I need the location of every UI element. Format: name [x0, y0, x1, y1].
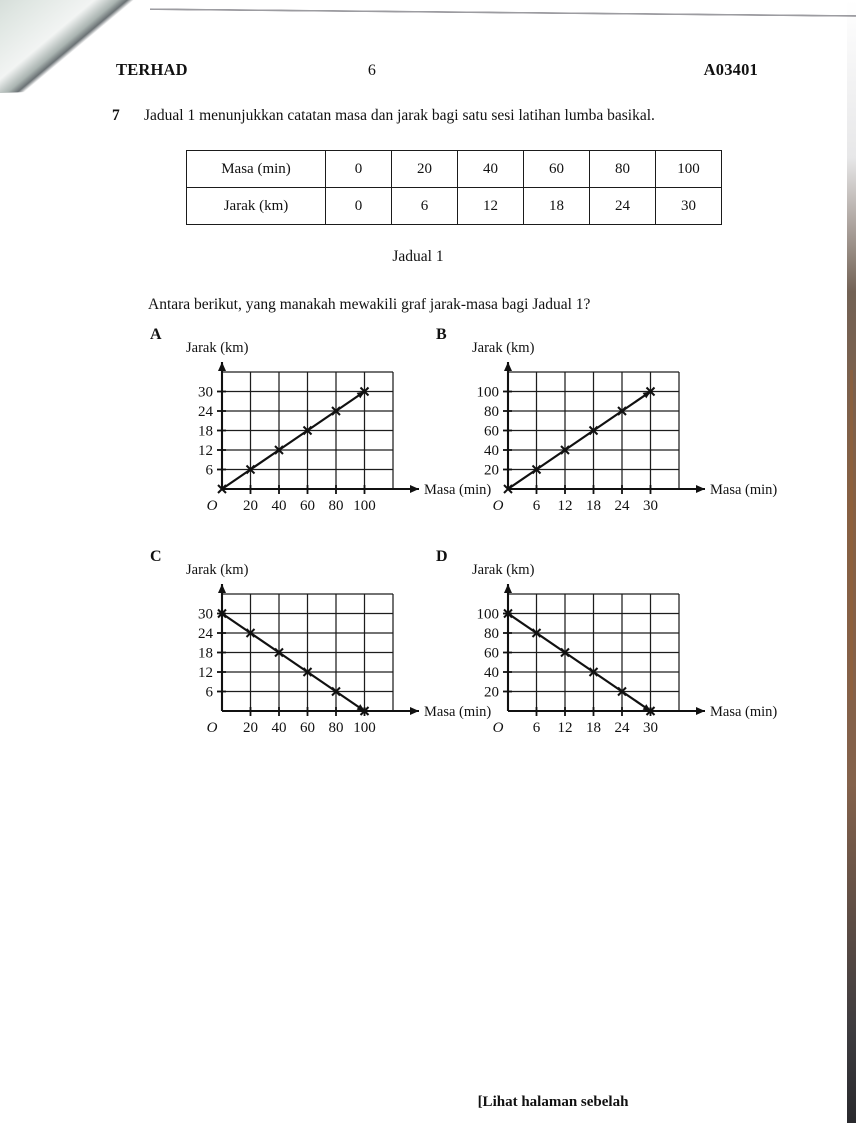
- x-axis-title: Masa (min): [710, 704, 778, 720]
- x-axis-title: Masa (min): [424, 482, 492, 498]
- x-tick-label: 20: [243, 498, 258, 514]
- plot-area-c: [174, 581, 492, 757]
- y-tick-label: 18: [198, 645, 213, 662]
- x-tick-label: 18: [586, 720, 601, 736]
- x-tick-label: 80: [328, 498, 344, 514]
- x-tick-label: 40: [271, 498, 287, 514]
- y-tick-label: 24: [198, 626, 213, 642]
- table-row: [187, 151, 722, 188]
- table-cell: 12: [458, 188, 524, 225]
- y-tick-label: 6: [205, 462, 213, 479]
- y-tick-label: 100: [476, 606, 499, 623]
- y-axis-arrow-icon: [218, 362, 226, 371]
- x-tick-label: 24: [614, 720, 630, 736]
- y-tick-label: 6: [205, 684, 213, 701]
- y-tick-label: 80: [484, 626, 499, 642]
- security-marking: TERHAD: [116, 60, 188, 79]
- question-number: 7: [112, 107, 120, 124]
- origin-label: O: [492, 720, 504, 736]
- x-axis-arrow-icon: [696, 485, 705, 493]
- question-stem: [112, 106, 792, 127]
- table-row: [187, 188, 722, 225]
- x-tick-label: 30: [643, 720, 658, 736]
- table-caption: Jadual 1: [392, 248, 444, 265]
- x-tick-label: 18: [586, 498, 601, 514]
- y-tick-label: 60: [484, 423, 499, 440]
- y-axis-title-a: Jarak (km): [186, 340, 249, 356]
- paper-code: A03401: [703, 60, 758, 79]
- answer-options: [0, 326, 856, 770]
- scan-top-edge-artifact: [150, 3, 856, 24]
- plot-area-a: [174, 359, 492, 535]
- plot-area-d: [460, 581, 778, 757]
- x-axis-arrow-icon: [410, 485, 419, 493]
- option-letter-d: D: [436, 548, 448, 565]
- data-line: [508, 614, 651, 712]
- y-tick-label: 12: [198, 665, 213, 681]
- jadual-1-table-wrapper: [186, 150, 722, 225]
- question-text: Jadual 1 menunjukkan catatan masa dan jarak bagi satu sesi latihan lumba basikal.: [144, 107, 655, 124]
- data-line: [222, 392, 365, 490]
- y-tick-label: 30: [198, 606, 213, 623]
- table-cell: 0: [326, 188, 392, 225]
- origin-label: O: [206, 720, 218, 736]
- data-line: [222, 614, 365, 712]
- y-tick-label: 20: [484, 462, 499, 479]
- y-tick-label: 40: [484, 665, 499, 681]
- table-cell: 0: [326, 151, 392, 188]
- option-letter-a: A: [150, 326, 162, 343]
- chart-svg-b: [460, 359, 778, 535]
- x-axis-arrow-icon: [696, 707, 705, 715]
- table-cell: 60: [524, 151, 590, 188]
- question-lead-in: Antara berikut, yang manakah mewakili graf jarak-masa bagi Jadual 1?: [148, 296, 591, 313]
- graph-c: [174, 562, 492, 757]
- graph-a: [174, 340, 492, 535]
- chart-svg-a: [174, 359, 492, 535]
- option-letter-b: B: [436, 326, 447, 343]
- footer-note: [Lihat halaman sebelah: [477, 1094, 629, 1110]
- y-axis-arrow-icon: [504, 362, 512, 371]
- y-axis-arrow-icon: [504, 584, 512, 593]
- y-tick-label: 60: [484, 645, 499, 662]
- y-tick-label: 80: [484, 404, 499, 420]
- page-number: 6: [367, 62, 377, 79]
- x-tick-label: 12: [557, 498, 573, 514]
- y-tick-label: 24: [198, 404, 213, 420]
- y-axis-arrow-icon: [218, 584, 226, 593]
- table-cell: 30: [656, 188, 722, 225]
- data-line: [508, 392, 651, 490]
- x-tick-label: 24: [614, 498, 630, 514]
- y-tick-label: 40: [484, 443, 499, 459]
- x-tick-label: 40: [271, 720, 287, 736]
- x-axis-title: Masa (min): [710, 482, 778, 498]
- y-tick-label: 20: [484, 684, 499, 701]
- chart-svg-d: [460, 581, 778, 757]
- x-tick-label: 30: [643, 498, 658, 514]
- plot-area-b: [460, 359, 778, 535]
- jadual-1-table: [186, 150, 722, 225]
- table-cell: 100: [656, 151, 722, 188]
- page-header: [0, 60, 856, 80]
- options-row-top: [0, 326, 856, 548]
- x-tick-label: 6: [532, 720, 541, 736]
- table-cell: 18: [524, 188, 590, 225]
- table-cell: 40: [458, 151, 524, 188]
- y-axis-title-c: Jarak (km): [186, 562, 249, 578]
- option-letter-c: C: [150, 548, 162, 565]
- x-tick-label: 20: [243, 720, 258, 736]
- x-tick-label: 12: [557, 720, 573, 736]
- table-cell: 80: [590, 151, 656, 188]
- y-tick-label: 12: [198, 443, 213, 459]
- y-tick-label: 18: [198, 423, 213, 440]
- x-axis-arrow-icon: [410, 707, 419, 715]
- origin-label: O: [206, 498, 218, 514]
- table-cell: 20: [392, 151, 458, 188]
- x-tick-label: 60: [300, 498, 315, 514]
- y-axis-title-d: Jarak (km): [472, 562, 535, 578]
- table-cell: 6: [392, 188, 458, 225]
- x-tick-label: 60: [300, 720, 315, 736]
- graph-b: [460, 340, 778, 535]
- x-tick-label: 80: [328, 720, 344, 736]
- table-cell: 24: [590, 188, 656, 225]
- graph-d: [460, 562, 778, 757]
- options-row-bottom: [0, 548, 856, 770]
- x-tick-label: 6: [532, 498, 541, 514]
- y-tick-label: 30: [198, 384, 213, 401]
- chart-svg-c: [174, 581, 492, 757]
- row-label-masa: Masa (min): [187, 151, 326, 188]
- y-axis-title-b: Jarak (km): [472, 340, 535, 356]
- x-tick-label: 100: [353, 498, 376, 514]
- origin-label: O: [492, 498, 504, 514]
- x-axis-title: Masa (min): [424, 704, 492, 720]
- y-tick-label: 100: [476, 384, 499, 401]
- row-label-jarak: Jarak (km): [187, 188, 326, 225]
- x-tick-label: 100: [353, 720, 376, 736]
